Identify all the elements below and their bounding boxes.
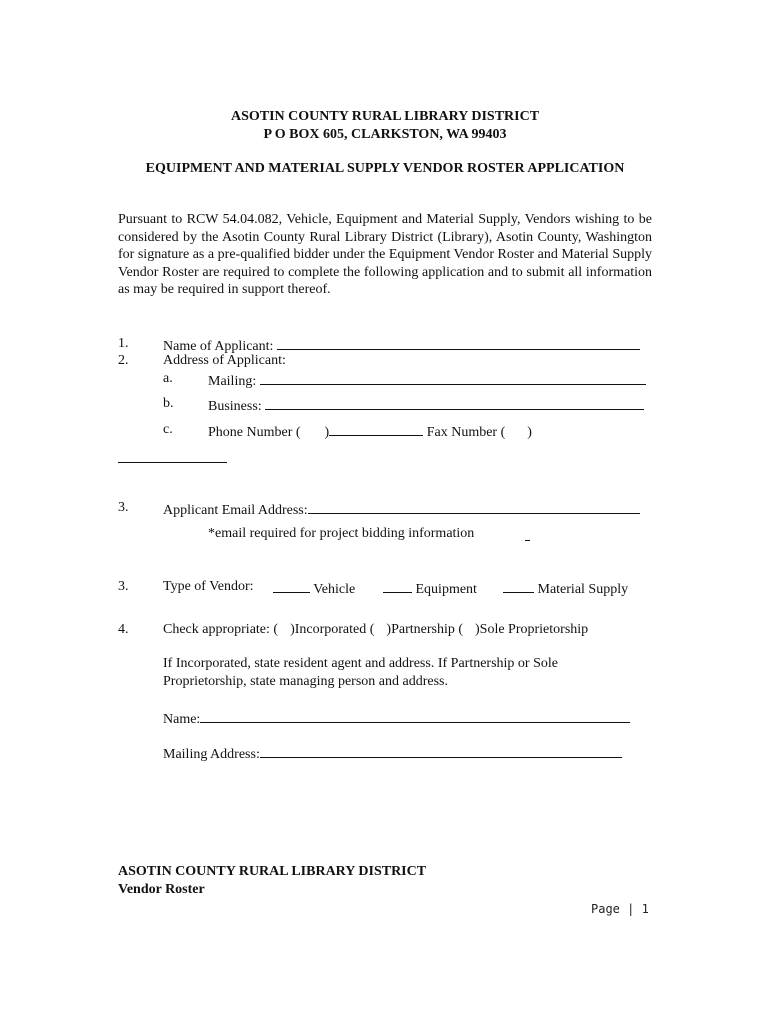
name-label: Name: [163,712,201,727]
sub-c: c. [163,422,173,437]
fax-label: Fax Number ( [426,425,506,440]
sub-b: b. [163,396,174,411]
mailing-address-field[interactable] [260,744,622,758]
name-field[interactable] [200,709,630,723]
mailing-field[interactable] [260,371,646,385]
business-row [208,396,644,415]
vehicle-option [273,579,355,598]
incorporation-note-line-2: Proprietorship, state managing person and address. [163,674,448,689]
phone-fax-row [208,422,532,441]
email-field[interactable] [308,500,640,514]
item-number-3a: 3. [118,500,129,515]
business-label: Business: [208,399,262,414]
vehicle-checkline[interactable] [273,579,310,593]
material-supply-option [503,579,628,598]
mailing-address-row [163,744,622,763]
equipment-label: Equipment [415,582,477,597]
fax-number-field[interactable] [118,449,227,463]
mailing-address-label: Mailing Address: [163,747,260,762]
mailing-label: Mailing: [208,374,257,389]
email-row [163,500,640,519]
email-label: Applicant Email Address: [163,503,308,518]
equipment-option [383,579,477,598]
fax-close-paren: ) [527,425,532,440]
business-field[interactable] [265,396,644,410]
applicant-name-field[interactable] [277,336,640,350]
intro-paragraph: Pursuant to RCW 54.04.082, Vehicle, Equipment and Material Supply, Vendors wishing to be considered by the Asotin County Rural Library District (Library), Asotin County, Washington for signature as a pre-qualified bidder under the Equipment Vendor Roster and Material Supply Vendor Roster are required to complete the following application and to submit all information as may be required in support thereof. [118,212,652,298]
item-number-4: 4. [118,622,129,637]
item-number-1: 1. [118,336,129,351]
material-supply-label: Material Supply [537,582,629,597]
business-type-row [163,622,588,638]
page-number: Page | 1 [591,902,649,916]
org-name-heading: ASOTIN COUNTY RURAL LIBRARY DISTRICT [230,109,540,124]
form-title: EQUIPMENT AND MATERIAL SUPPLY VENDOR ROSTER APPLICATION [145,161,625,176]
stray-mark [525,540,530,541]
phone-number-field[interactable] [329,422,423,436]
org-address-heading: P O BOX 605, CLARKSTON, WA 99403 [263,127,507,142]
applicant-address-label: Address of Applicant: [163,353,286,368]
applicant-name-label: Name of Applicant: [163,339,274,354]
email-note: *email required for project bidding information [208,526,475,541]
incorporated-label: )Incorporated ( [290,622,375,637]
name-row [163,709,630,728]
footer-org-name: ASOTIN COUNTY RURAL LIBRARY DISTRICT [118,864,427,879]
mailing-row [208,371,646,390]
incorporation-note-line-1: If Incorporated, state resident agent and address. If Partnership or Sole [163,656,558,671]
check-label: Check appropriate: ( [163,622,279,637]
item-number-3b: 3. [118,579,129,594]
phone-label: Phone Number ( [208,425,301,440]
material-supply-checkline[interactable] [503,579,534,593]
vehicle-label: Vehicle [313,582,356,597]
phone-close-paren: ) [324,425,330,440]
equipment-checkline[interactable] [383,579,412,593]
sub-a: a. [163,371,173,386]
vendor-type-label: Type of Vendor: [163,579,254,594]
footer-subtitle: Vendor Roster [118,882,205,897]
item-number-2: 2. [118,353,129,368]
partnership-label: )Partnership ( [386,622,463,637]
sole-proprietorship-label: )Sole Proprietorship [475,622,589,637]
